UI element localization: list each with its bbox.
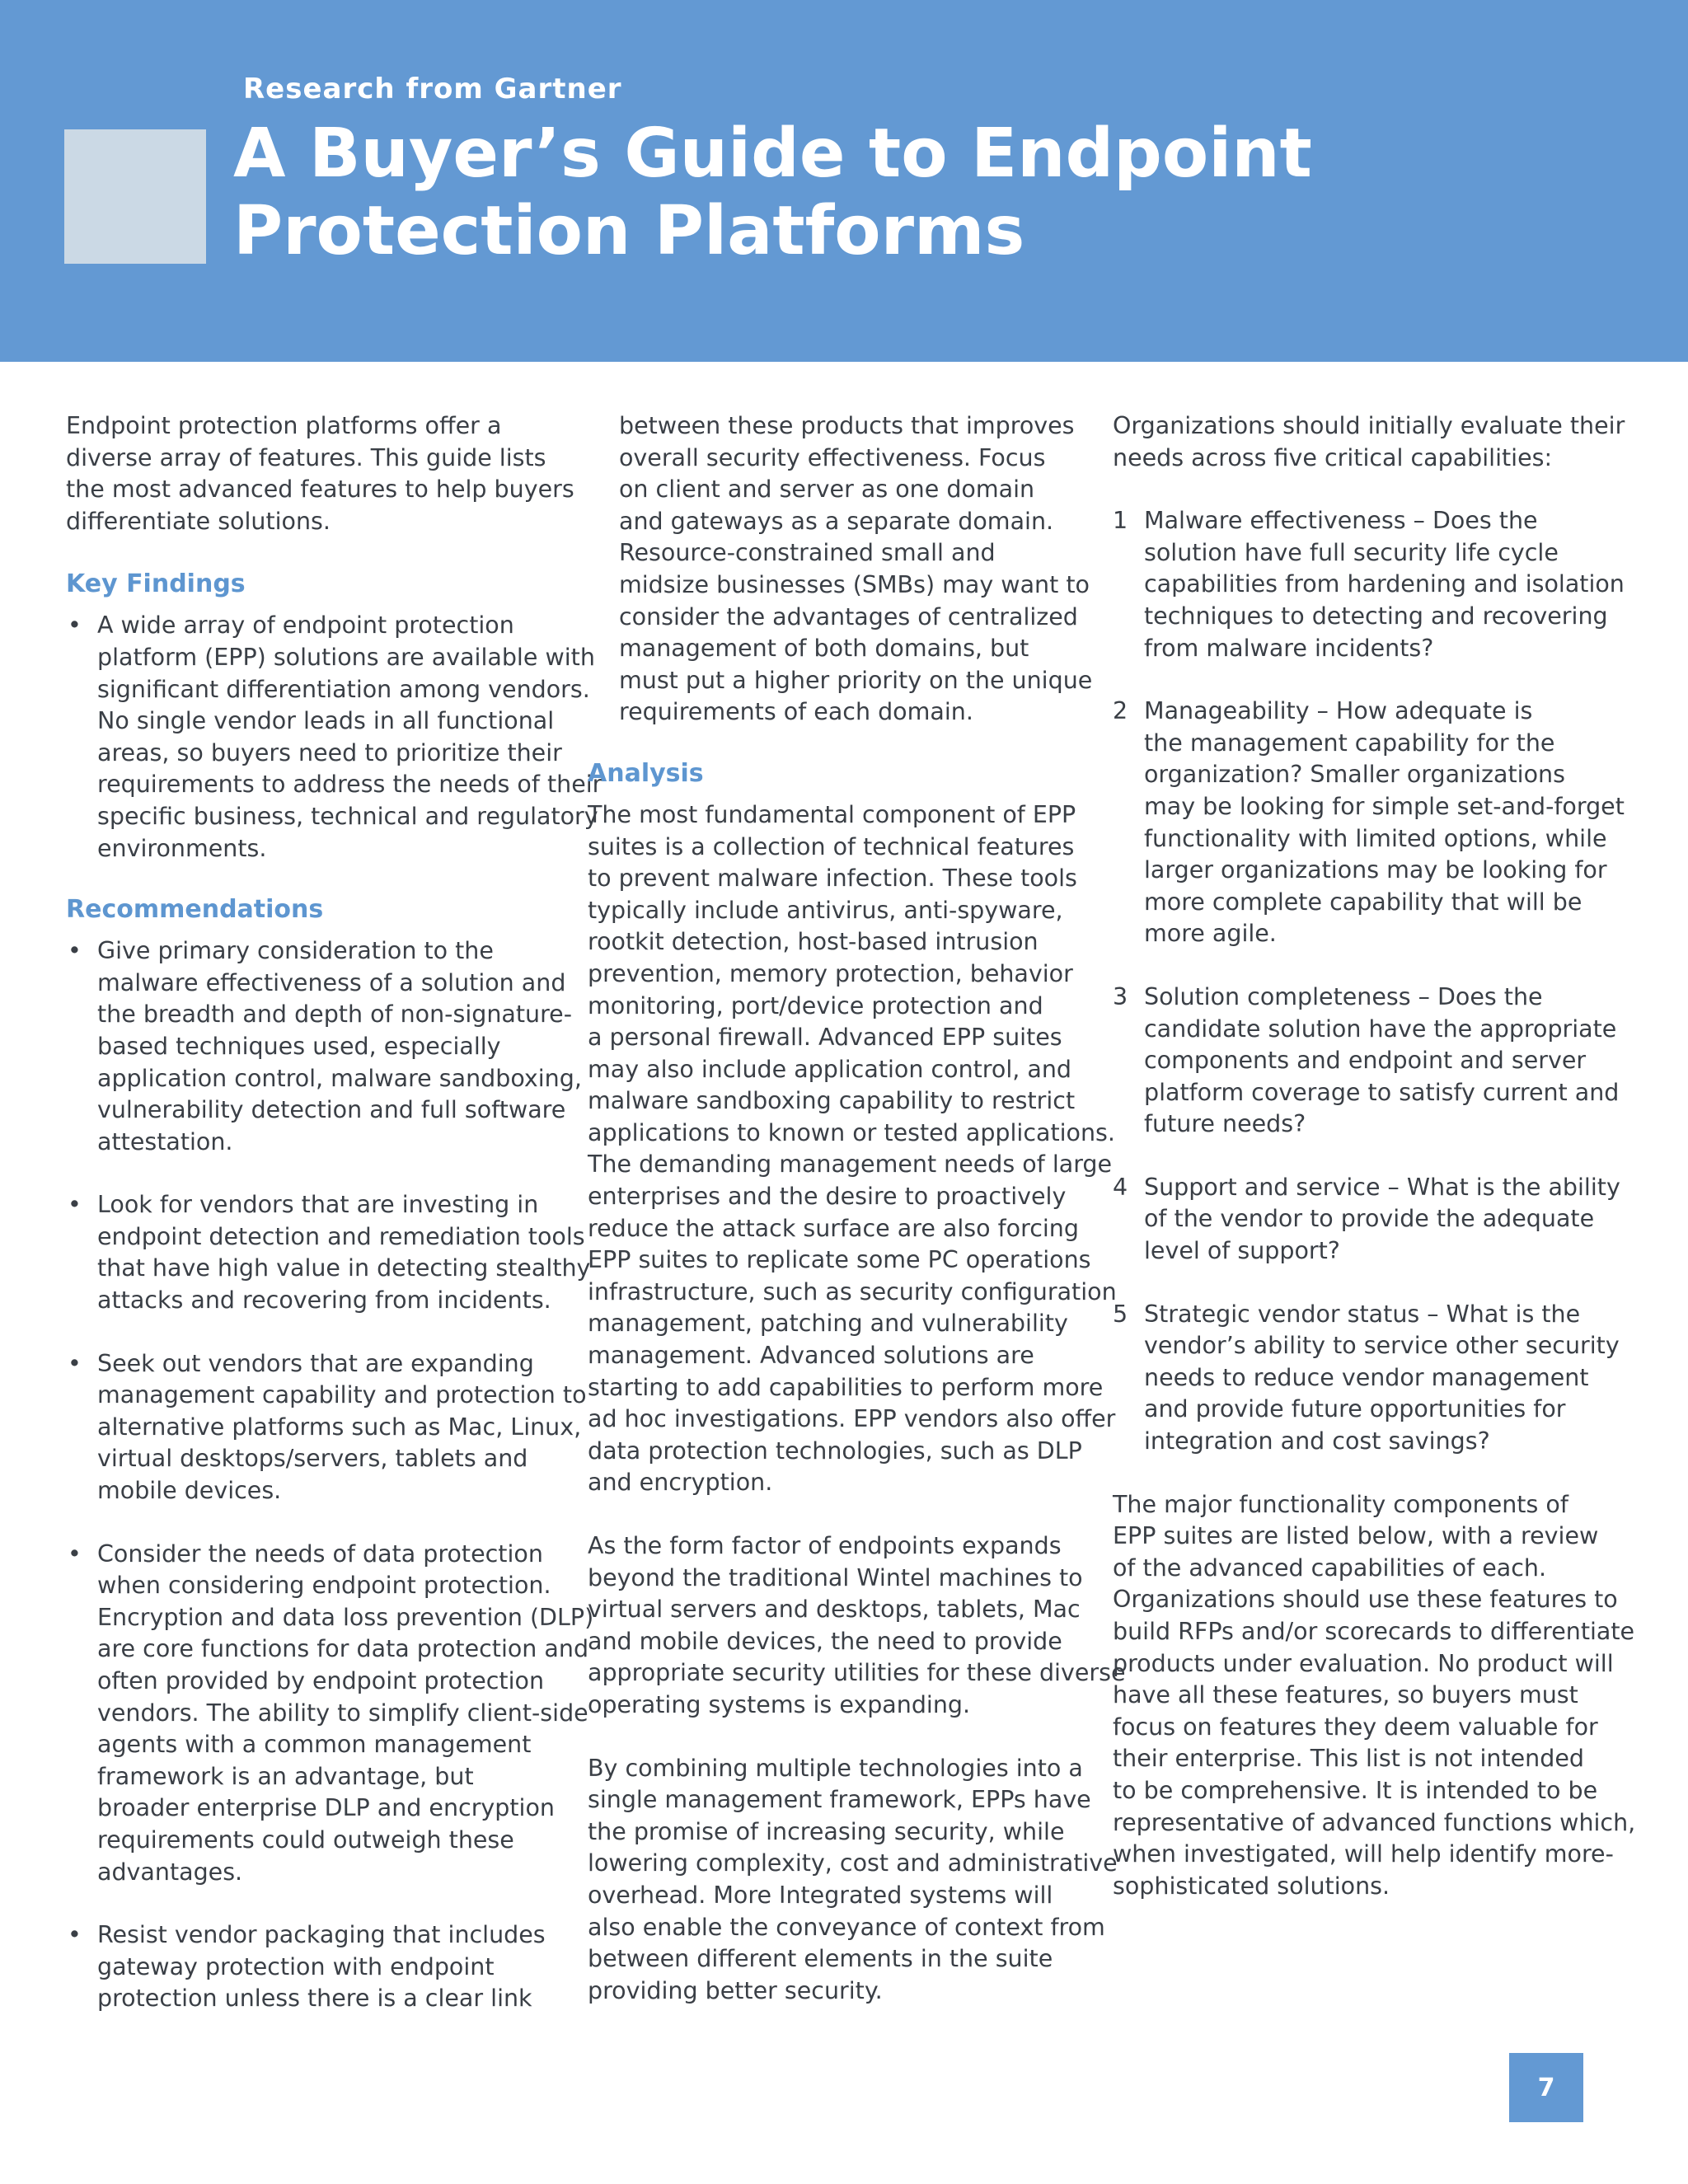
list-item-line: requirements to address the needs of their	[97, 771, 603, 799]
capability-line: the management capability for the	[1144, 729, 1555, 757]
capability-line: and provide future opportunities for	[1144, 1395, 1566, 1423]
capability-line: Solution completeness – Does the	[1144, 982, 1543, 1010]
list-item-line: Look for vendors that are investing in	[97, 1191, 539, 1219]
page-title	[233, 115, 1312, 270]
list-item-line: advantages.	[97, 1858, 243, 1886]
closing-line: representative of advanced functions which,	[1113, 1808, 1636, 1836]
paragraph-line: ad hoc investigations. EPP vendors also offer	[588, 1405, 1116, 1433]
continuation-line: must put a higher priority on the unique	[619, 666, 1093, 694]
paragraph-line: enterprises and the desire to proactively	[588, 1183, 1067, 1211]
list-item-line: alternative platforms such as Mac, Linux,	[97, 1413, 582, 1441]
paragraph-line: overhead. More Integrated systems will	[588, 1881, 1053, 1909]
capability-number: 3	[1113, 982, 1128, 1010]
bullet-icon: •	[68, 1540, 82, 1568]
paragraph-line: and encryption.	[588, 1469, 773, 1497]
capability-line: may be looking for simple set-and-forget	[1144, 792, 1625, 820]
list-item-line: platform (EPP) solutions are available with	[97, 643, 595, 671]
list-item-line: agents with a common management	[97, 1731, 532, 1759]
list-item-line: the breadth and depth of non-signature-	[97, 1001, 572, 1029]
intro-paragraph	[66, 410, 574, 537]
continuation-line: between these products that improves	[619, 412, 1075, 439]
bullet-icon: •	[68, 612, 82, 640]
paragraph-line: and mobile devices, the need to provide	[588, 1627, 1062, 1655]
paragraph-line: reduce the attack surface are also forcing	[588, 1214, 1079, 1242]
continuation-paragraph	[619, 410, 1093, 729]
closing-line: of the advanced capabilities of each.	[1113, 1554, 1547, 1582]
key-findings-list	[66, 610, 603, 865]
continuation-line: consider the advantages of centralized	[619, 602, 1078, 630]
capability-item	[1113, 982, 1620, 1141]
continuation-line: Resource-constrained small and	[619, 539, 996, 567]
list-item-line: application control, malware sandboxing,	[97, 1064, 582, 1092]
capability-line: techniques to detecting and recovering	[1144, 602, 1608, 630]
paragraph-line: beyond the traditional Wintel machines to	[588, 1563, 1083, 1591]
paragraph-line: to prevent malware infection. These tools	[588, 865, 1077, 893]
closing-line: focus on features they deem valuable for	[1113, 1713, 1598, 1741]
paragraph-line: typically include antivirus, anti-spyware,	[588, 896, 1063, 924]
paragraph-line: single management framework, EPPs have	[588, 1786, 1091, 1814]
list-item-line: requirements could outweigh these	[97, 1825, 514, 1854]
paragraph-line: also enable the conveyance of context from	[588, 1913, 1105, 1941]
paragraph-line: rootkit detection, host-based intrusion	[588, 928, 1039, 956]
recommendations-list	[66, 935, 594, 2015]
capability-line: platform coverage to satisfy current and	[1144, 1078, 1620, 1106]
closing-line: to be comprehensive. It is intended to be	[1113, 1776, 1598, 1804]
closing-line: products under evaluation. No product will	[1113, 1649, 1614, 1677]
intro-line: diverse array of features. This guide lists	[66, 443, 546, 471]
capability-line: organization? Smaller organizations	[1144, 761, 1565, 789]
closing-line: have all these features, so buyers must	[1113, 1681, 1578, 1709]
capability-line: from malware incidents?	[1144, 634, 1434, 662]
list-item-line: framework is an advantage, but	[97, 1762, 474, 1790]
page-number: 7	[1509, 2053, 1583, 2122]
paragraph-line: may also include application control, and	[588, 1055, 1071, 1083]
capability-line: level of support?	[1144, 1237, 1340, 1265]
capability-line: functionality with limited options, while	[1144, 824, 1607, 852]
paragraph-line: monitoring, port/device protection and	[588, 991, 1043, 1019]
list-item	[66, 1348, 587, 1507]
capability-line: vendor’s ability to service other security	[1144, 1332, 1620, 1360]
paragraph-line: management, patching and vulnerability	[588, 1310, 1068, 1338]
closing-line: when investigated, will help identify more-	[1113, 1840, 1614, 1868]
closing-line: their enterprise. This list is not intended	[1113, 1745, 1584, 1773]
paragraph-line: prevention, memory protection, behavior	[588, 959, 1073, 987]
capability-number: 4	[1113, 1173, 1128, 1201]
paragraph-line: infrastructure, such as security configuration	[588, 1277, 1117, 1305]
capabilities-intro	[1113, 410, 1625, 474]
page-title-line-1: A Buyer’s Guide to Endpoint	[233, 115, 1312, 193]
key-findings-heading: Key Findings	[66, 569, 246, 599]
list-item-line: significant differentiation among vendors.	[97, 675, 590, 703]
capability-item	[1113, 696, 1625, 950]
continuation-line: midsize businesses (SMBs) may want to	[619, 570, 1090, 598]
bullet-icon: •	[68, 1349, 82, 1377]
capability-line: components and endpoint and server	[1144, 1047, 1587, 1075]
recommendations-heading: Recommendations	[66, 895, 324, 925]
paragraph-line: The most fundamental component of EPP	[588, 800, 1076, 828]
column-1	[66, 410, 603, 2015]
list-item-line: specific business, technical and regulatory	[97, 802, 598, 830]
capability-line: Support and service – What is the ability	[1144, 1173, 1620, 1201]
list-item-line: gateway protection with endpoint	[97, 1952, 495, 1980]
list-item-line: are core functions for data protection and	[97, 1635, 589, 1663]
analysis-paragraph	[588, 1753, 1118, 2008]
list-item-line: protection unless there is a clear link	[97, 1985, 532, 2013]
analysis-body	[588, 799, 1126, 2007]
list-item-line: environments.	[97, 834, 267, 862]
list-item-line: vendors. The ability to simplify client-side	[97, 1699, 588, 1727]
capability-number: 5	[1113, 1300, 1128, 1328]
capability-item	[1113, 1172, 1620, 1268]
bullet-icon: •	[68, 937, 82, 965]
list-item-line: when considering endpoint protection.	[97, 1572, 551, 1600]
continuation-line: requirements of each domain.	[619, 698, 973, 726]
bullet-icon: •	[68, 1921, 82, 1949]
capability-line: integration and cost savings?	[1144, 1427, 1490, 1455]
list-item	[66, 1919, 560, 2015]
list-item-line: that have high value in detecting stealthy	[97, 1254, 591, 1282]
capability-line: solution have full security life cycle	[1144, 538, 1559, 566]
column-3	[1113, 410, 1636, 1902]
list-item-line: management capability and protection to	[97, 1381, 587, 1409]
list-item	[66, 610, 603, 865]
intro-line: Endpoint protection platforms offer a	[66, 412, 502, 439]
closing-line: build RFPs and/or scorecards to differentiate	[1113, 1618, 1635, 1645]
list-item-line: mobile devices.	[97, 1477, 282, 1505]
paragraph-line: the promise of increasing security, while	[588, 1817, 1065, 1845]
capability-line: larger organizations may be looking for	[1144, 856, 1607, 884]
list-item-line: Consider the needs of data protection	[97, 1540, 543, 1568]
paragraph-line: suites is a collection of technical features	[588, 832, 1075, 860]
capability-line: Malware effectiveness – Does the	[1144, 507, 1538, 535]
list-item-line: No single vendor leads in all functional	[97, 707, 555, 735]
list-item	[66, 1539, 594, 1889]
closing-line: The major functionality components of	[1113, 1490, 1568, 1518]
capability-item	[1113, 1299, 1620, 1458]
list-item-line: vulnerability detection and full software	[97, 1096, 566, 1124]
list-item-line: attestation.	[97, 1127, 233, 1155]
closing-paragraph	[1113, 1489, 1636, 1903]
header-decorative-square	[64, 129, 206, 264]
paragraph-line: virtual servers and desktops, tablets, Mac	[588, 1596, 1081, 1624]
analysis-paragraph	[588, 799, 1117, 1499]
list-item-line: Seek out vendors that are expanding	[97, 1349, 534, 1377]
paragraph-line: operating systems is expanding.	[588, 1690, 971, 1718]
list-item-line: malware effectiveness of a solution and	[97, 968, 566, 996]
continuation-line: overall security effectiveness. Focus	[619, 443, 1046, 471]
column-2	[588, 410, 1126, 2007]
paragraph-line: applications to known or tested applications.	[588, 1118, 1115, 1146]
list-item-line: Give primary consideration to the	[97, 937, 494, 965]
header-band	[0, 0, 1688, 362]
capability-line: Strategic vendor status – What is the	[1144, 1300, 1581, 1328]
paragraph-line: management. Advanced solutions are	[588, 1342, 1034, 1370]
capability-line: candidate solution have the appropriate	[1144, 1015, 1617, 1043]
header-kicker: Research from Gartner	[243, 73, 622, 105]
intro-line: needs across five critical capabilities:	[1113, 443, 1553, 471]
list-item-line: areas, so buyers need to prioritize their	[97, 738, 562, 766]
list-item	[66, 935, 582, 1158]
capability-line: of the vendor to provide the adequate	[1144, 1205, 1595, 1233]
continuation-line: on client and server as one domain	[619, 476, 1035, 504]
paragraph-line: providing better security.	[588, 1976, 883, 2004]
list-item-line: attacks and recovering from incidents.	[97, 1286, 551, 1315]
closing-line: sophisticated solutions.	[1113, 1872, 1390, 1900]
paragraph-line: lowering complexity, cost and administrative	[588, 1849, 1118, 1877]
capability-line: Manageability – How adequate is	[1144, 697, 1533, 725]
capability-number: 1	[1113, 507, 1128, 535]
page-title-line-2: Protection Platforms	[233, 192, 1025, 270]
intro-line: differentiate solutions.	[66, 507, 331, 535]
list-item-line: based techniques used, especially	[97, 1032, 501, 1060]
intro-line: Organizations should initially evaluate their	[1113, 412, 1625, 439]
closing-line: Organizations should use these features to	[1113, 1586, 1618, 1614]
paragraph-line: EPP suites to replicate some PC operations	[588, 1246, 1091, 1274]
capability-line: more complete capability that will be	[1144, 888, 1582, 916]
capability-line: needs to reduce vendor management	[1144, 1363, 1589, 1391]
list-item-line: Resist vendor packaging that includes	[97, 1921, 546, 1949]
intro-line: the most advanced features to help buyers	[66, 476, 574, 504]
analysis-paragraph	[588, 1530, 1126, 1722]
paragraph-line: By combining multiple technologies into a	[588, 1754, 1083, 1782]
paragraph-line: malware sandboxing capability to restrict	[588, 1087, 1076, 1115]
continuation-line: and gateways as a separate domain.	[619, 507, 1054, 535]
continuation-line: management of both domains, but	[619, 635, 1029, 663]
bullet-icon: •	[68, 1191, 82, 1219]
capability-line: future needs?	[1144, 1110, 1306, 1138]
capability-line: capabilities from hardening and isolation	[1144, 570, 1625, 598]
paragraph-line: between different elements in the suite	[588, 1945, 1053, 1973]
capabilities-list	[1113, 505, 1625, 1457]
capability-item	[1113, 505, 1625, 664]
paragraph-line: a personal firewall. Advanced EPP suites	[588, 1024, 1062, 1052]
analysis-heading: Analysis	[588, 758, 704, 788]
list-item-line: A wide array of endpoint protection	[97, 612, 514, 640]
paragraph-line: As the form factor of endpoints expands	[588, 1532, 1062, 1559]
paragraph-line: appropriate security utilities for these diverse	[588, 1659, 1126, 1687]
paragraph-line: The demanding management needs of large	[588, 1151, 1113, 1179]
paragraph-line: data protection technologies, such as DLP	[588, 1436, 1082, 1465]
list-item-line: often provided by endpoint protection	[97, 1667, 545, 1694]
list-item-line: virtual desktops/servers, tablets and	[97, 1445, 528, 1473]
paragraph-line: starting to add capabilities to perform more	[588, 1373, 1104, 1401]
list-item-line: endpoint detection and remediation tools	[97, 1222, 585, 1250]
list-item-line: broader enterprise DLP and encryption	[97, 1794, 555, 1822]
list-item-line: Encryption and data loss prevention (DLP)	[97, 1603, 594, 1631]
capability-line: more agile.	[1144, 920, 1277, 948]
closing-line: EPP suites are listed below, with a review	[1113, 1522, 1599, 1550]
list-item	[66, 1189, 591, 1316]
capability-number: 2	[1113, 697, 1128, 725]
